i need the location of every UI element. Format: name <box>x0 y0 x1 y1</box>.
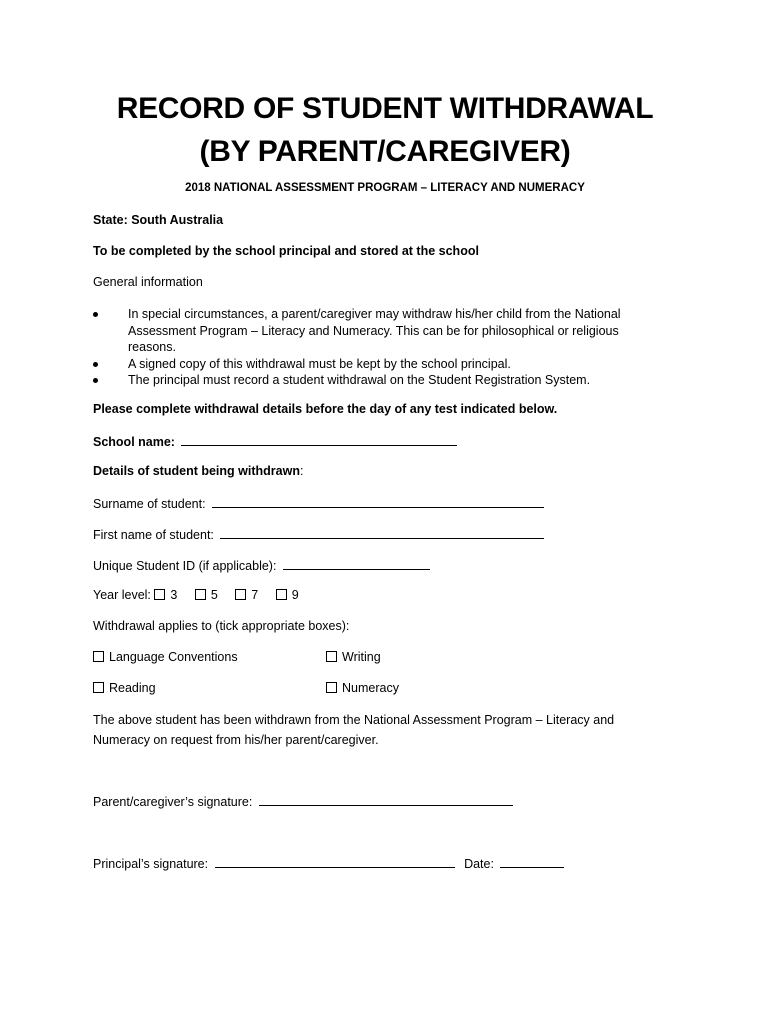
details-heading: Details of student being withdrawn <box>93 464 300 478</box>
school-name-field[interactable] <box>181 433 457 446</box>
checkbox-icon[interactable] <box>326 682 337 693</box>
year-option-9: 9 <box>276 588 299 602</box>
year-level-label: Year level: <box>93 588 151 602</box>
form-title-line-2: (BY PARENT/CAREGIVER) <box>199 135 571 168</box>
surname-row <box>93 495 544 511</box>
checkbox-icon[interactable] <box>326 651 337 662</box>
year-option-3: 3 <box>154 588 177 602</box>
usi-row <box>93 557 430 573</box>
usi-label: Unique Student ID (if applicable): <box>93 559 277 573</box>
list-item: The principal must record a student withdrawal on the Student Registration System. <box>93 372 663 389</box>
year-level-row <box>93 588 313 602</box>
checkbox-icon[interactable] <box>276 589 287 600</box>
parent-signature-label: Parent/caregiver’s signature: <box>93 795 253 809</box>
test-option-numeracy: Numeracy <box>326 681 399 695</box>
principal-signature-row <box>93 855 564 871</box>
state-line: State: South Australia <box>93 213 224 227</box>
checkbox-icon[interactable] <box>93 682 104 693</box>
surname-field[interactable] <box>212 495 544 508</box>
list-item: A signed copy of this withdrawal must be kept by the school principal. <box>93 356 663 373</box>
checkbox-icon[interactable] <box>154 589 165 600</box>
form-title-line-1: RECORD OF STUDENT WITHDRAWAL <box>116 92 654 125</box>
list-item: In special circumstances, a parent/caregiver may withdraw his/her child from the National Assessment Program – Literacy and Numeracy. This can be for philosophical or religious reasons. <box>93 306 663 356</box>
year-option-7: 7 <box>235 588 258 602</box>
bullet-icon <box>93 312 98 317</box>
complete-notice: Please complete withdrawal details before the day of any test indicated below. <box>93 402 558 416</box>
form-subtitle: 2018 NATIONAL ASSESSMENT PROGRAM – LITERACY AND NUMERACY <box>185 182 585 194</box>
bullet-icon <box>93 378 98 383</box>
instruction-line: To be completed by the school principal and stored at the school <box>93 244 479 258</box>
first-name-field[interactable] <box>220 526 544 539</box>
checkbox-icon[interactable] <box>195 589 206 600</box>
bullet-icon <box>93 362 98 367</box>
date-field[interactable] <box>500 855 564 868</box>
test-option-language-conventions: Language Conventions <box>93 650 238 664</box>
checkbox-icon[interactable] <box>93 651 104 662</box>
principal-signature-field[interactable] <box>215 855 455 868</box>
details-heading-row: Details of student being withdrawn: <box>93 464 304 478</box>
surname-label: Surname of student: <box>93 497 206 511</box>
date-label: Date: <box>464 857 494 871</box>
general-information-heading: General information <box>93 275 203 289</box>
general-information-list <box>93 306 663 389</box>
school-name-label: School name: <box>93 435 175 449</box>
parent-signature-field[interactable] <box>259 793 513 806</box>
test-option-writing: Writing <box>326 650 381 664</box>
first-name-row <box>93 526 544 542</box>
test-option-reading: Reading <box>93 681 156 695</box>
school-name-row <box>93 433 457 449</box>
first-name-label: First name of student: <box>93 528 214 542</box>
applies-label: Withdrawal applies to (tick appropriate boxes): <box>93 619 350 633</box>
checkbox-icon[interactable] <box>235 589 246 600</box>
usi-field[interactable] <box>283 557 430 570</box>
withdrawal-statement: The above student has been withdrawn from the National Assessment Program – Literacy and Numeracy on request from his/her parent/caregiver. <box>93 713 615 747</box>
parent-signature-row <box>93 793 513 809</box>
year-option-5: 5 <box>195 588 218 602</box>
principal-signature-label: Principal’s signature: <box>93 857 209 871</box>
